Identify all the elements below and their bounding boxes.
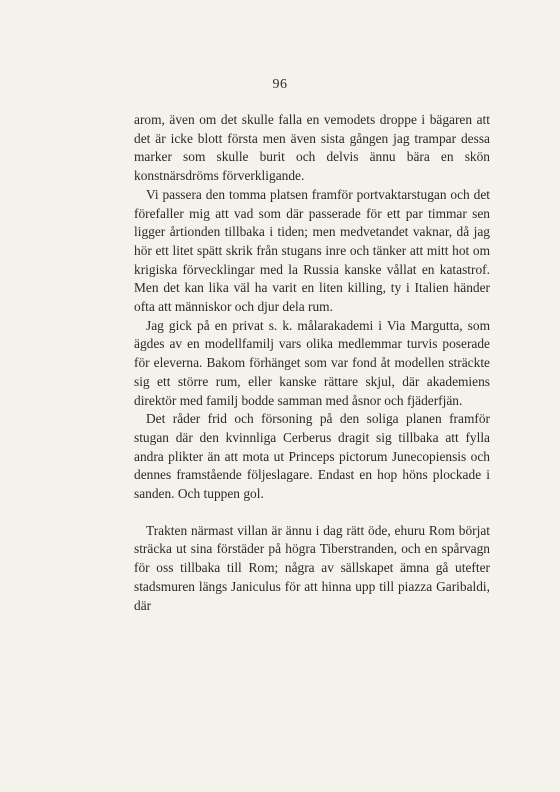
paragraph: Vi passera den tomma platsen framför portvaktarstugan och det förefaller mig att vad som där passerade för ett par timmar sen ligger årtionden tillbaka i tiden; men medvetandet vaknar, då jag hör ett litet spätt skrik från stugans inre och tänker att mitt hot om krigiska förvecklingar med la Russia kanske vållat en katastrof. Men det kan lika väl ha varit en liten killing, ty i Italien händer ofta att människor och djur dela rum. xyxy=(134,186,490,315)
section-break xyxy=(134,504,490,522)
paragraph: arom, även om det skulle falla en vemodets droppe i bägaren att det är icke blott första men även sista gången jag trampar dessa marker som skulle burit och delvis ännu bära en skön konstnärsdröms förverkligande. xyxy=(134,112,490,184)
body-text xyxy=(134,111,490,615)
paragraph: Jag gick på en privat s. k. målarakademi i Via Margutta, som ägdes av en modellfamilj vars olika medlemmar turvis poserade för eleverna. Bakom förhänget som var fond åt modellen sträckte sig ett större rum, eller kanske rättare skjul, där akademiens direktör med familj bodde samman med åsnor och fjäderfjän. xyxy=(134,317,490,408)
page-number: 96 xyxy=(272,77,288,92)
paragraph: Det råder frid och försoning på den soliga planen framför stugan där den kvinnliga Cerberus dragit sig tillbaka att fylla andra plikter än att mota ut Princeps pictorum Junecopiensis och dennes framstående följeslagare. Endast en hop höns plockade i sanden. Och tuppen gol. xyxy=(134,411,490,502)
paragraph: Trakten närmast villan är ännu i dag rätt öde, ehuru Rom börjat sträcka ut sina förstäder på högra Tiberstranden, och en spårvagn för oss tillbaka till Rom; några av sällskapet ämna gå utefter stadsmuren längs Janiculus för att hinna upp till piazza Garibaldi, där xyxy=(134,522,490,613)
